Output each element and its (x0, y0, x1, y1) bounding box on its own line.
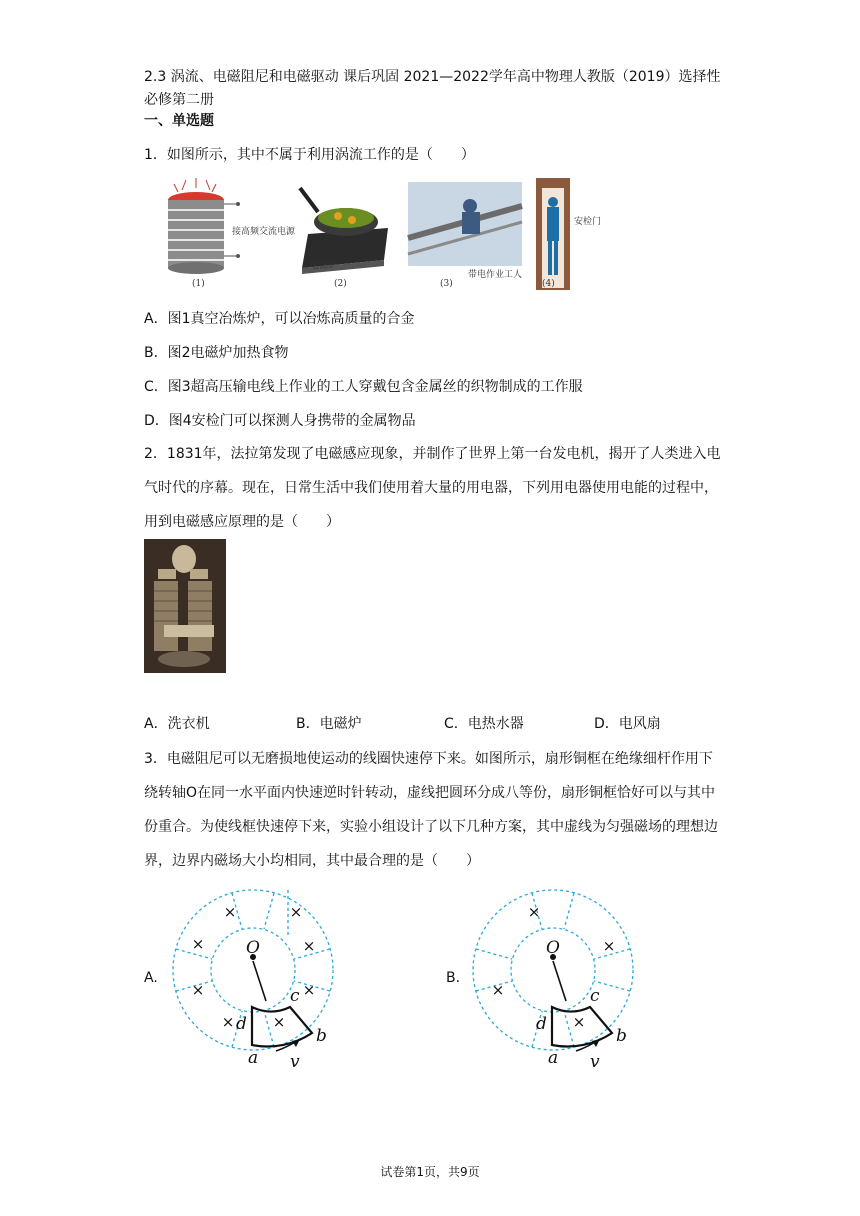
label-d: d (536, 1014, 547, 1034)
section-heading: 一、单选题 (144, 113, 214, 129)
label-d: d (236, 1014, 247, 1034)
field-mark: × (491, 981, 505, 999)
worker-image (408, 182, 522, 266)
label-c: c (590, 986, 600, 1006)
figure-number-1: (1) (192, 279, 205, 289)
label-v: v (290, 1052, 300, 1072)
question-2-option-c: C．电热水器 (444, 716, 524, 732)
figure-label-worker: 带电作业工人 (468, 270, 523, 280)
figure-label-power: 接高频交流电源 (232, 227, 296, 237)
question-2-stem: 2．1831年，法拉第发现了电磁感应现象，并制作了世界上第一台发电机，揭开了人类进入电气时代的序幕。现在，日常生活中我们使用着大量的用电器，下列用电器使用电能的过程中，用到电磁感应原理的是（ ） (144, 446, 721, 530)
field-mark: × (527, 903, 541, 921)
question-2-option-b: B．电磁炉 (296, 716, 362, 732)
furnace-image (168, 178, 240, 274)
label-b: b (316, 1026, 327, 1046)
field-mark: × (289, 903, 303, 921)
field-mark: × (223, 903, 237, 921)
security-gate-image (536, 178, 570, 290)
label-o: O (546, 938, 560, 958)
question-1-option-a: A．图1真空冶炼炉，可以冶炼高质量的合金 (144, 311, 415, 327)
question-2-generator-image (144, 539, 226, 673)
field-mark: × (602, 937, 616, 955)
label-c: c (290, 986, 300, 1006)
field-mark: × (272, 1013, 286, 1031)
question-2-option-a: A．洗衣机 (144, 716, 210, 732)
figure-label-stove: 电磁炉 (310, 261, 338, 271)
question-3-stem: 3．电磁阻尼可以无磨损地使运动的线圈快速停下来。如图所示，扇形铜框在绝缘细杆作用下绕转轴O在同一水平面内快速逆时针转动，虚线把圆环分成八等份，扇形铜框恰好可以与其中份重合。为使线框快速停下来，实验小组设计了以下几种方案，其中虚线为匀强磁场的理想边界，边界内磁场大小均相同，其中最合理的是（ ） (144, 751, 718, 869)
field-mark: × (191, 981, 205, 999)
question-2-option-d: D．电风扇 (594, 716, 661, 732)
label-a: a (248, 1048, 259, 1068)
field-mark: × (191, 935, 205, 953)
field-mark: × (302, 981, 316, 999)
question-3-diagram-b (466, 883, 652, 1073)
question-3-option-b-label: B. (446, 970, 461, 986)
figure-number-4: (4) (542, 279, 555, 289)
label-v: v (590, 1052, 600, 1072)
document-title: 2.3 涡流、电磁阻尼和电磁驱动 课后巩固 2021—2022学年高中物理人教版（2019）选择性必修第二册 (144, 69, 721, 108)
figure-label-gate: 安检门 (574, 217, 602, 227)
field-mark: × (302, 937, 316, 955)
figure-number-3: (3) (440, 279, 453, 289)
question-1-option-d: D．图4安检门可以探测人身携带的金属物品 (144, 413, 416, 429)
label-a: a (548, 1048, 559, 1068)
question-1-option-b: B．图2电磁炉加热食物 (144, 345, 289, 361)
question-3-diagram-a (166, 883, 352, 1073)
label-o: O (246, 938, 260, 958)
label-b: b (616, 1026, 627, 1046)
field-mark: × (221, 1013, 235, 1031)
question-3-option-a-label: A. (144, 970, 158, 986)
figure-number-2: (2) (334, 279, 347, 289)
question-1-option-c: C．图3超高压输电线上作业的工人穿戴包含金属丝的织物制成的工作服 (144, 379, 583, 395)
page-footer: 试卷第1页，共9页 (380, 1165, 480, 1179)
question-1-stem: 1．如图所示，其中不属于利用涡流工作的是（ ） (144, 147, 475, 163)
field-mark: × (572, 1013, 586, 1031)
